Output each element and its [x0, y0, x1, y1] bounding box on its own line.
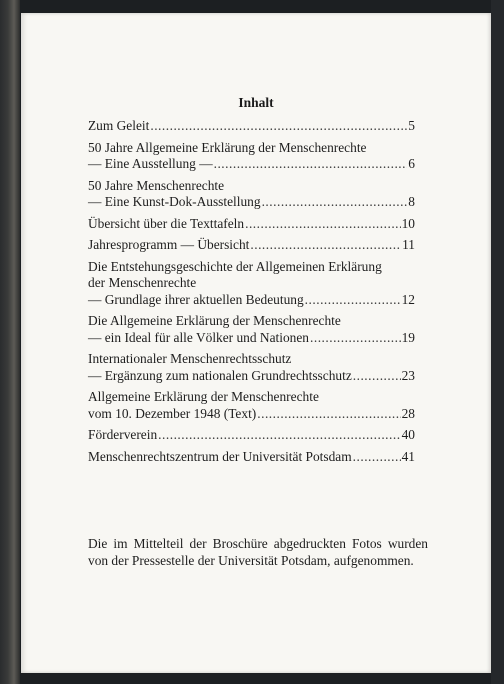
toc-entry: [88, 216, 415, 233]
page-title: Inhalt: [238, 95, 274, 110]
toc-entry: [88, 140, 415, 173]
photo-credit-note: Die im Mittelteil der Broschüre abgedruckten Fotos wurden von der Pressestelle der Universität Potsdam, aufgenommen.: [88, 536, 428, 568]
dot-leader: [353, 449, 401, 466]
toc-entry: [88, 237, 415, 254]
toc-entry-line: der Menschenrechte: [88, 275, 197, 290]
toc-entry-title: — Eine Kunst-Dok-Ausstellung: [88, 194, 261, 209]
toc-entry-title: Förderverein: [88, 427, 158, 442]
dot-leader: [353, 368, 401, 385]
dot-leader: [257, 406, 400, 423]
toc-page-number: 28: [401, 405, 415, 421]
document-page: [21, 13, 491, 673]
toc-entry-last-line: [88, 330, 415, 347]
toc-page-number: 19: [401, 329, 415, 345]
toc-entry-title: Zum Geleit: [88, 118, 150, 133]
toc-page-number: 8: [408, 194, 415, 209]
toc-page-number: 5: [408, 118, 415, 133]
toc-entry-last-line: [88, 156, 415, 173]
dot-leader: [305, 292, 401, 309]
toc-entry-last-line: [88, 194, 415, 211]
dot-leader: [245, 216, 401, 233]
toc-entry-line: 50 Jahre Allgemeine Erklärung der Menschenrechte: [88, 139, 367, 155]
toc-entry-last-line: [88, 449, 415, 466]
toc-entry-last-line: [88, 368, 415, 385]
toc-page-number: 12: [401, 291, 415, 307]
toc-entry-title: Jahresprogramm — Übersicht: [88, 237, 250, 252]
toc-entry-title: Übersicht über die Texttafeln: [88, 215, 245, 231]
dot-leader: [214, 156, 408, 173]
dot-leader: [262, 194, 408, 211]
dot-leader: [158, 427, 400, 444]
toc-entry-line: 50 Jahre Menschenrechte: [88, 177, 225, 193]
toc-entry-title: — Eine Ausstellung —: [88, 156, 213, 171]
toc-entry: [88, 178, 415, 211]
toc-entry-line: Allgemeine Erklärung der Menschenrechte: [88, 389, 319, 404]
toc-entry: [88, 449, 415, 466]
toc-entry-title: vom 10. Dezember 1948 (Text): [88, 405, 257, 421]
toc-entry-last-line: [88, 406, 415, 423]
toc-entry-title: — Grundlage ihrer aktuellen Bedeutung: [88, 291, 304, 307]
toc-entry-line: Die Allgemeine Erklärung der Menschenrechte: [88, 313, 341, 328]
toc-page-number: 11: [402, 237, 415, 252]
toc-page-number: 40: [401, 427, 415, 442]
toc-page-number: 41: [401, 448, 415, 464]
toc-page-number: 10: [401, 215, 415, 231]
toc-entry: [88, 313, 415, 346]
facing-page-edge: [0, 0, 20, 684]
toc-entry-last-line: [88, 292, 415, 309]
toc-entry-line: Internationaler Menschenrechtsschutz: [88, 351, 292, 366]
toc-page-number: 23: [401, 367, 415, 383]
toc-entry-last-line: [88, 427, 415, 444]
toc-entry-last-line: [88, 118, 415, 135]
toc-entry: [88, 427, 415, 444]
background-edge: [491, 0, 504, 684]
toc-entry: [88, 389, 415, 422]
toc-entry: [88, 118, 415, 135]
dot-leader: [250, 237, 401, 254]
toc-entry-title: Menschenrechtszentrum der Universität Potsdam: [88, 448, 352, 464]
toc-entry-last-line: [88, 237, 415, 254]
table-of-contents: [88, 118, 415, 470]
toc-entry-line: Die Entstehungsgeschichte der Allgemeinen Erklärung: [88, 258, 382, 274]
toc-entry-last-line: [88, 216, 415, 233]
toc-page-number: 6: [408, 156, 415, 171]
dot-leader: [310, 330, 401, 347]
toc-entry-title: — ein Ideal für alle Völker und Nationen: [88, 329, 309, 345]
toc-entry: [88, 351, 415, 384]
toc-entry: [88, 259, 415, 309]
dot-leader: [150, 118, 407, 135]
toc-entry-title: — Ergänzung zum nationalen Grundrechtsschutz: [88, 367, 352, 383]
